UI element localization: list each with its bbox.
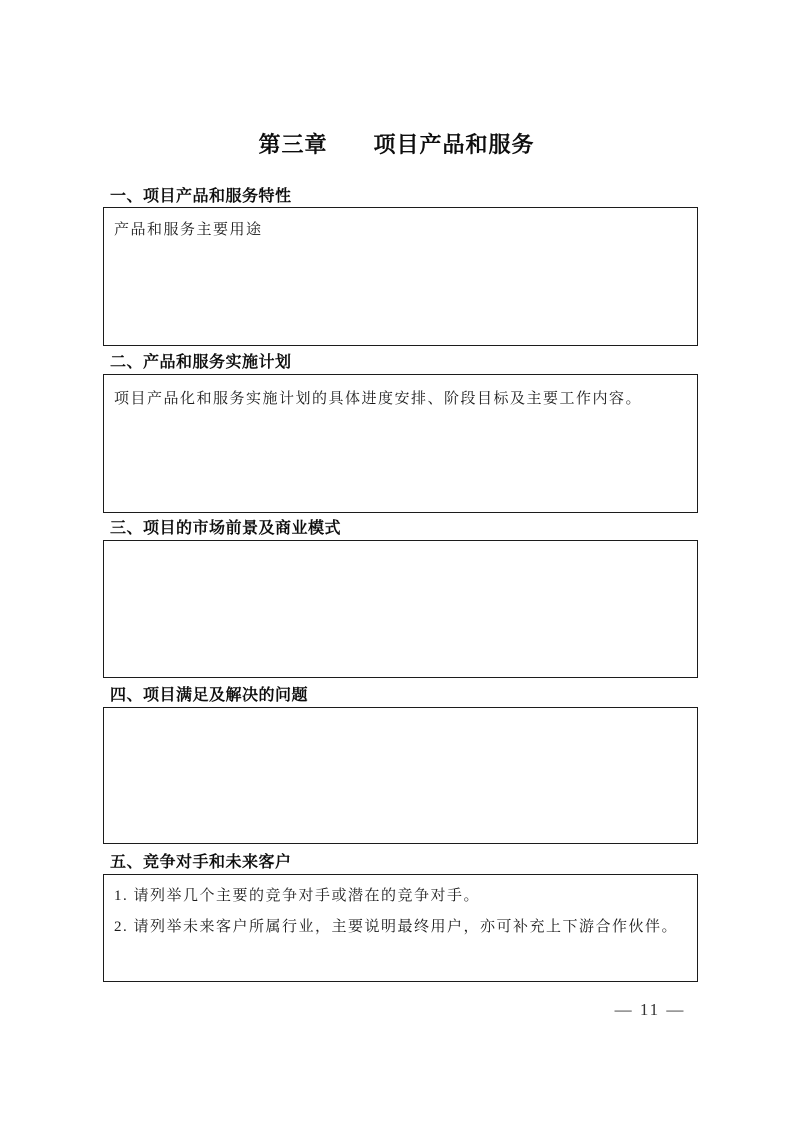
hint-text: 项目产品化和服务实施计划的具体进度安排、阶段目标及主要工作内容。	[114, 391, 643, 407]
hint-text: 1. 请列举几个主要的竞争对手或潜在的竞争对手。	[114, 888, 481, 904]
section-heading-problems-solved: 四、项目满足及解决的问题	[110, 687, 309, 704]
section-heading-market-prospects-business-model: 三、项目的市场前景及商业模式	[110, 520, 342, 537]
answer-box-market-prospects-business-model[interactable]	[103, 540, 698, 678]
page-number: — 11 —	[614, 1000, 686, 1019]
answer-box-competitors-future-customers[interactable]	[103, 874, 698, 982]
answer-box-product-service-characteristics[interactable]	[103, 207, 698, 346]
section-heading-competitors-future-customers: 五、竞争对手和未来客户	[110, 854, 292, 871]
hint-text: 产品和服务主要用途	[114, 222, 263, 238]
answer-box-implementation-plan[interactable]	[103, 374, 698, 513]
answer-box-problems-solved[interactable]	[103, 707, 698, 844]
chapter-title: 第三章 项目产品和服务	[258, 132, 535, 157]
hint-text: 2. 请列举未来客户所属行业，主要说明最终用户，亦可补充上下游合作伙伴。	[114, 919, 679, 935]
section-heading-product-service-characteristics: 一、项目产品和服务特性	[110, 188, 292, 205]
section-heading-implementation-plan: 二、产品和服务实施计划	[110, 354, 292, 371]
